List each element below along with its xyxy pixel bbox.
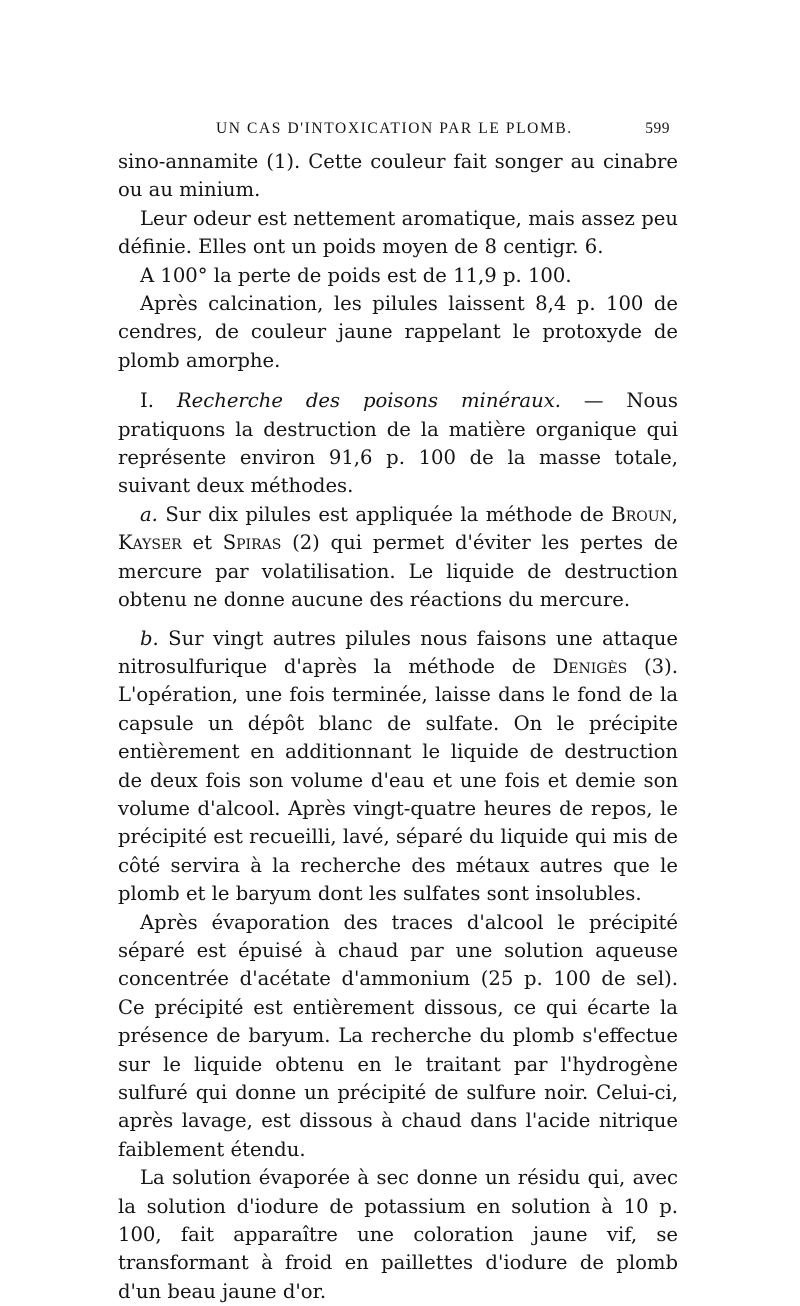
method-b-text-2: (3). L'opération, une fois terminée, laisse dans le fond de la capsule un dépôt blanc de sulfate. On le précipite entièrement en additionnant le liquide de destruction de deux fois son volume d'eau et une fois et demie son volume d'alcool. Après vingt-quatre heures de repos, le précipité est recueilli, lavé, séparé du liquide qui mis de côté servira à la recherche des métaux autres que le plomb et le baryum dont les sulfates sont insolubles. [118, 654, 678, 906]
paragraph-solution: La solution évaporée à sec donne un résidu qui, avec la solution d'iodure de potassium en solution à 10 p. 100, fait apparaître une coloration jaune vif, se transformant à froid en paillettes d'iodure de plomb d'un beau jaune d'or. [118, 1166, 678, 1303]
method-b-label: b. [140, 626, 159, 650]
paragraph-evaporation: Après évaporation des traces d'alcool le précipité séparé est épuisé à chaud par une solution aqueuse concentrée d'acétate d'ammonium (25 p. 100 de sel). Ce précipité est entièrement dissous, ce qui écarte la présence de baryum. La recherche du plomb s'effectue sur le liquide obtenu en le traitant par l'hydrogène sulfuré qui donne un précipité de sulfure noir. Celui-ci, après lavage, est dissous à chaud dans l'acide nitrique faiblement étendu. [118, 910, 678, 1161]
paragraph-odeur: Leur odeur est nettement aromatique, mais assez peu définie. Elles ont un poids moyen de 8 centigr. 6. [118, 206, 678, 259]
method-a-text-4: (2) qui permet d'éviter les pertes de mercure par volatilisation. Le liquide de destruction obtenu ne donne aucune des réactions du mercure. [118, 531, 678, 612]
method-a-text-3: et [181, 531, 223, 555]
method-a-text-1: Sur dix pilules est appliquée la méthode de [157, 502, 612, 526]
author-kayser: Kayser [118, 531, 182, 555]
section-dash: — [560, 389, 627, 413]
book-page [118, 112, 678, 1306]
paragraph-continuation: sino-annamite (1). Cette couleur fait songer au cinabre ou au minium. [118, 150, 678, 202]
section-heading: Recherche des poisons minéraux. [176, 389, 561, 413]
paragraph-calcination: Après calcination, les pilules laissent 8,4 p. 100 de cendres, de couleur jaune rappelant le protoxyde de plomb amorphe. [118, 292, 678, 372]
section-text: Nous pratiquons la destruction de la matière organique qui représente environ 91,6 p. 100 de la masse totale, suivant deux méthodes. [118, 389, 678, 498]
paragraph-method-b [118, 625, 678, 909]
running-header [118, 112, 678, 142]
section-number: I. [140, 389, 154, 413]
method-a-text-2: , [671, 502, 678, 526]
paragraph-method-a [118, 501, 678, 615]
method-a-label: a. [140, 502, 158, 526]
page-number: 599 [645, 120, 670, 137]
author-deniges: Denigès [552, 654, 628, 678]
section-poisons-mineraux [118, 387, 678, 501]
method-b-text-1: Sur vingt autres pilules nous faisons une attaque nitrosulfurique d'après la méthode de [118, 626, 678, 678]
running-title: UN CAS D'INTOXICATION PAR LE PLOMB. [216, 120, 573, 137]
author-broun: Broun [611, 502, 672, 526]
paragraph-perte-poids: A 100° la perte de poids est de 11,9 p. 100. [140, 263, 572, 287]
author-spiras: Spiras [222, 531, 282, 555]
body-text [118, 148, 678, 1306]
